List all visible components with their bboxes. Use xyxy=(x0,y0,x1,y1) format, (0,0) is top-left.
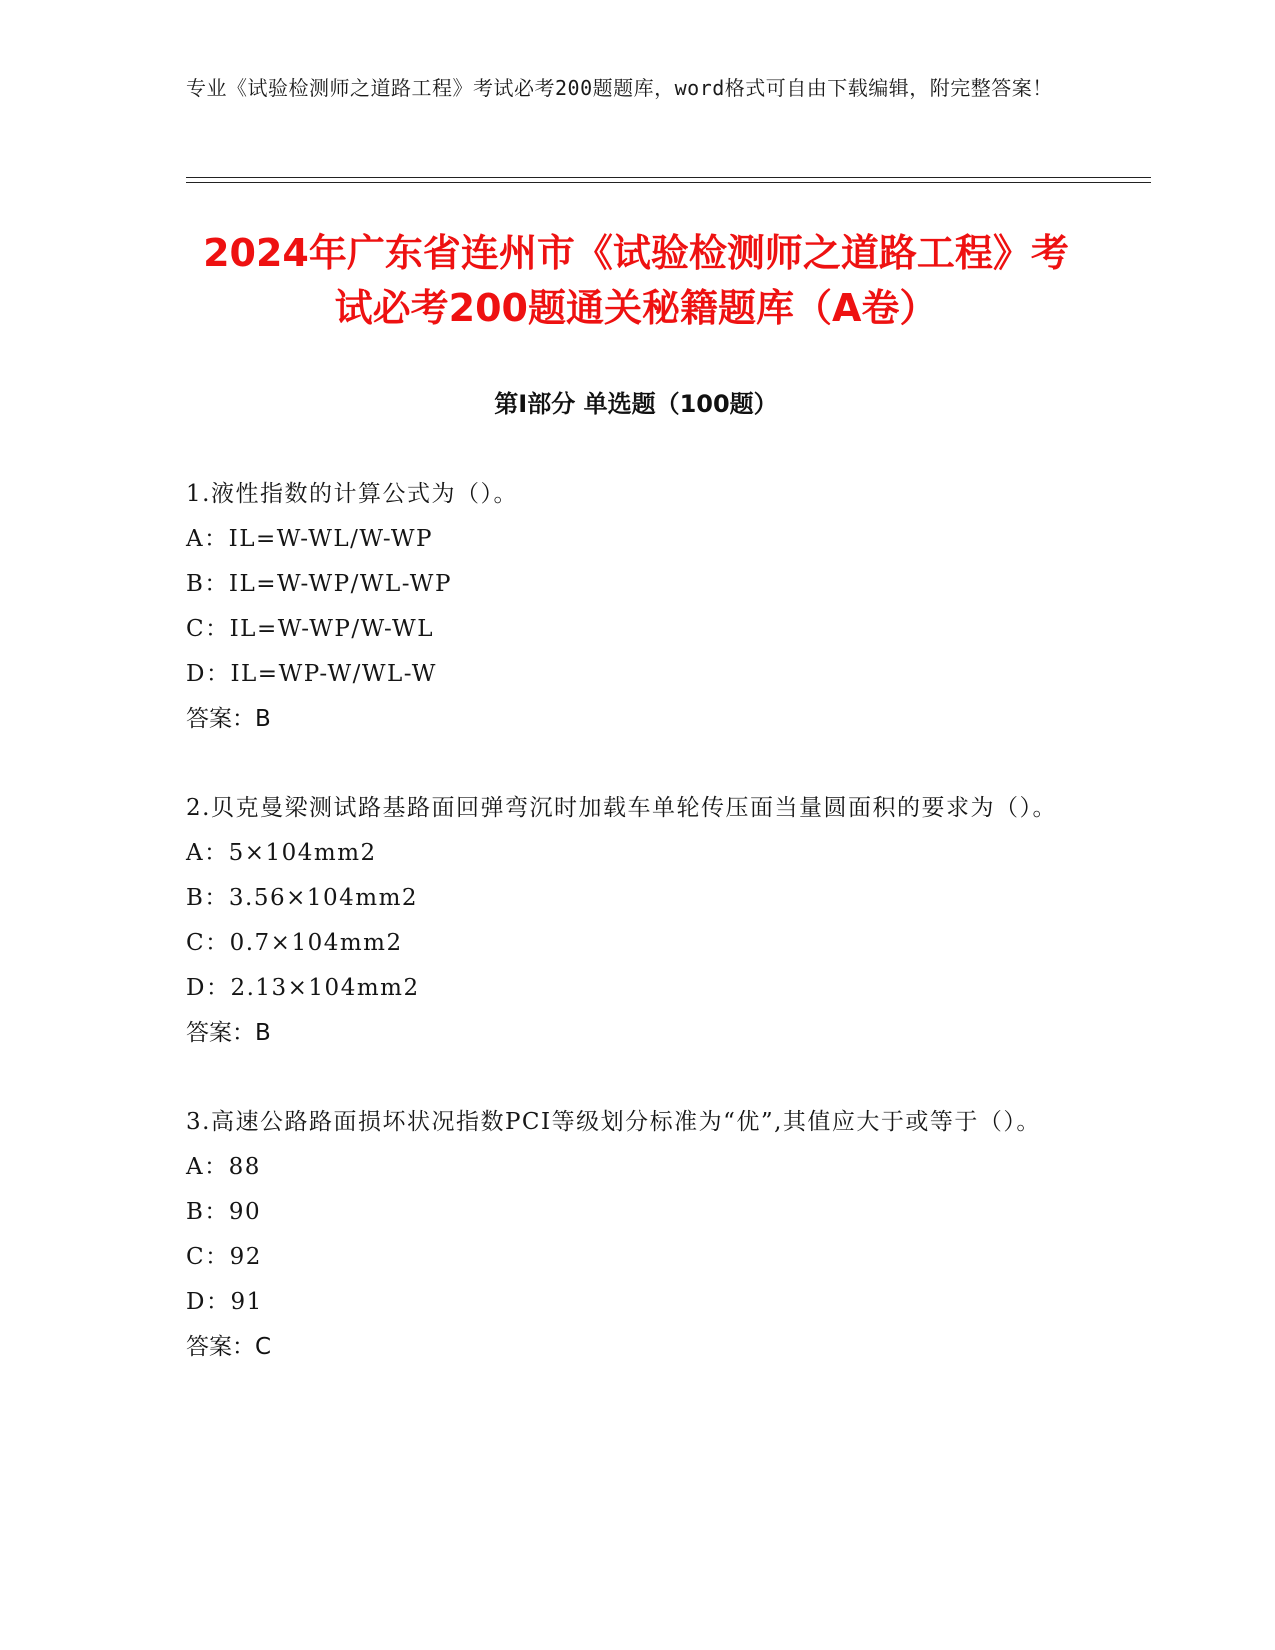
option-b: B：90 xyxy=(186,1199,262,1225)
option-a: A：IL=W-WL/W-WP xyxy=(186,526,433,552)
answer: 答案：C xyxy=(186,1334,272,1360)
header-rule-bottom xyxy=(186,182,1151,183)
section-heading: 第Ⅰ部分 单选题（100题） xyxy=(494,390,778,418)
header-note: 专业《试验检测师之道路工程》考试必考200题题库，word格式可自由下载编辑，附完整答案！ xyxy=(186,76,1053,100)
question-list xyxy=(186,472,1086,1414)
header-rule-top xyxy=(186,177,1151,178)
option-c: C：0.7×104mm2 xyxy=(186,930,403,956)
question-3 xyxy=(186,1100,1086,1370)
question-text: 1.液性指数的计算公式为（）。 xyxy=(186,481,518,507)
question-1 xyxy=(186,472,1086,742)
question-text: 2.贝克曼梁测试路基路面回弹弯沉时加载车单轮传压面当量圆面积的要求为（）。 xyxy=(186,795,1057,821)
option-a: A：5×104mm2 xyxy=(186,840,377,866)
option-b: B：IL=W-WP/WL-WP xyxy=(186,571,452,597)
option-d: D：91 xyxy=(186,1289,263,1315)
option-d: D：2.13×104mm2 xyxy=(186,975,420,1001)
question-2 xyxy=(186,786,1086,1056)
option-b: B：3.56×104mm2 xyxy=(186,885,419,911)
option-d: D：IL=WP-W/WL-W xyxy=(186,661,437,687)
question-text: 3.高速公路路面损坏状况指数PCI等级划分标准为“优”,其值应大于或等于（）。 xyxy=(186,1109,1041,1135)
document-title: 2024年广东省连州市《试验检测师之道路工程》考试必考200题通关秘籍题库（A卷） xyxy=(203,231,1069,330)
answer: 答案：B xyxy=(186,1020,271,1046)
answer: 答案：B xyxy=(186,706,271,732)
option-a: A：88 xyxy=(186,1154,261,1180)
option-c: C：IL=W-WP/W-WL xyxy=(186,616,434,642)
option-c: C：92 xyxy=(186,1244,262,1270)
